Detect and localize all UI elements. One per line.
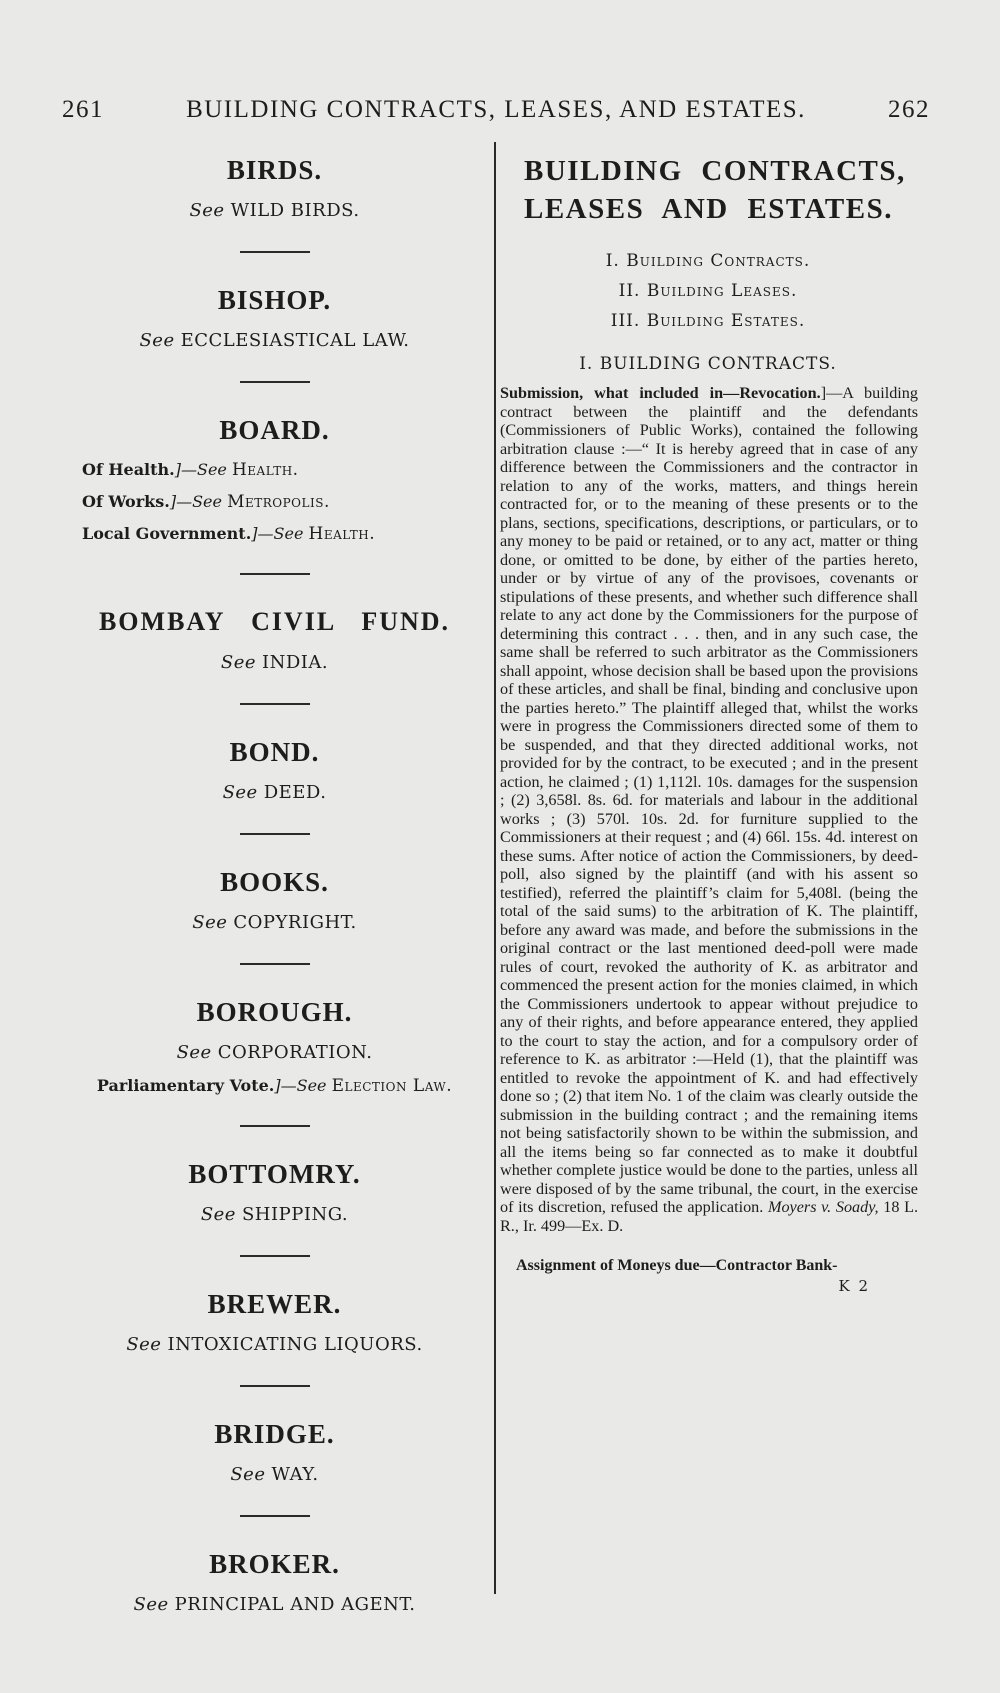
entry-brewer: [72, 1289, 477, 1357]
sub-entry: Of Works.]—See Metropolis.: [82, 492, 330, 512]
cross-reference: See WAY.: [230, 1464, 319, 1485]
entry-broker: [72, 1549, 477, 1617]
entry-rule: [240, 963, 310, 965]
entry-bond: [72, 737, 477, 805]
case-citation: Moyers v. Soady,: [767, 1198, 879, 1216]
column-divider: [494, 142, 496, 1594]
entry-rule: [240, 1385, 310, 1387]
table-of-contents: [498, 246, 918, 336]
cross-reference: See DEED.: [222, 782, 327, 803]
entry-rule: [240, 1125, 310, 1127]
cross-reference: See ECCLESIASTICAL LAW.: [139, 330, 410, 351]
sub-entry: Parliamentary Vote.]—See Election Law.: [96, 1076, 453, 1096]
running-head: [62, 96, 930, 124]
signature-mark: K 2: [838, 1277, 870, 1295]
entry-books: [72, 867, 477, 935]
entry-rule: [240, 1255, 310, 1257]
section-heading: I. BUILDING CONTRACTS.: [579, 354, 837, 374]
toc-item: I. Building Contracts.: [605, 251, 811, 271]
entry-bridge: [72, 1419, 477, 1487]
entry-heading: BOARD.: [219, 415, 330, 445]
right-page-number: 262: [888, 96, 930, 123]
entry-heading: BREWER.: [207, 1289, 342, 1319]
sub-entry: Local Government.]—See Health.: [82, 524, 376, 544]
cross-reference: See INDIA.: [220, 652, 329, 673]
entry-birds: [72, 155, 477, 223]
entry-rule: [240, 381, 310, 383]
cross-reference: See WILD BIRDS.: [189, 200, 360, 221]
article-title: BUILDING CONTRACTS, LEASES AND ESTATES.: [524, 155, 906, 225]
entry-bottomry: [72, 1159, 477, 1227]
entry-heading: BOTTOMRY.: [188, 1159, 361, 1189]
toc-item: III. Building Estates.: [610, 311, 806, 331]
entry-heading: BROKER.: [209, 1549, 340, 1579]
entry-heading: BOROUGH.: [196, 997, 353, 1027]
entry-bishop: [72, 285, 477, 353]
entry-board: [72, 415, 477, 545]
entry-heading: BISHOP.: [217, 285, 332, 315]
entry-heading: BOMBAY CIVIL FUND.: [98, 607, 451, 636]
next-paragraph-heading: Assignment of Moneys due—Contractor Bank-: [516, 1257, 838, 1274]
cross-reference: See INTOXICATING LIQUORS.: [126, 1334, 423, 1355]
left-column: [72, 155, 477, 1617]
entry-borough: [72, 997, 477, 1097]
cross-reference: See PRINCIPAL AND AGENT.: [133, 1594, 416, 1615]
right-column: [498, 152, 918, 1295]
sub-entry: Of Health.]—See Health.: [82, 460, 299, 480]
cross-reference: See COPYRIGHT.: [192, 912, 357, 933]
running-title: BUILDING CONTRACTS, LEASES, AND ESTATES.: [186, 96, 806, 123]
paragraph-heading: Submission, what included in—Revocation.: [500, 384, 821, 402]
entry-heading: BIRDS.: [226, 155, 323, 185]
cross-reference: See SHIPPING.: [200, 1204, 349, 1225]
entry-heading: BOND.: [229, 737, 320, 767]
body-paragraph: Submission, what included in—Revocation.]—A building contract between the plaintiff and the defendants (Commissioners of Public Works), contained the following arbitration clause :—“ It is hereby agreed that in case of any difference between the Commissioners and the contractor in relation to any of the works, matters, and things herein contracted for, or to the meaning of these presents or to the plans, sections, specifications, descriptions, or particulars, or to any money to be paid or retained, or to any act, matter or thing done, or omitted to be done, by either of the parties hereto, under or by virtue of any of the provisoes, covenants or stipulations of these presents, and whether such difference shall relate to any act done by the Commissioners for the purpose of determining this contract . . . then, and in any such case, the same shall be referred to such arbitrator as the Commissioners shall appoint, whose decision shall be based upon the provisions of these articles, and shall be final, binding and conclusive upon the parties hereto.” The plaintiff alleged that, whilst the works were in progress the Commissioners directed some of them to be suspended, and that they directed additional works, not provided for by the contract, to be executed ; and in the present action, he claimed ; (1) 1,112l. 10s. damages for the suspension ; (2) 3,658l. 8s. 6d. for materials and labour in the additional works ; (3) 570l. 10s. 2d. for furniture supplied to the Commissioners at their request ; and (4) 66l. 15s. 4d. interest on these sums. After notice of action the Commissioners, by deed-poll, also signed by the plaintiff (and with his assent so testified), referred the plaintiff’s claim for 5,408l. (being the total of the said sums) to the arbitration of K. The plaintiff, before any award was made, and before the submissions in the original contract or the last mentioned deed-poll were made rules of court, revoked the authority of K. as arbitrator and commenced the present action for the monies claimed, in which the Commissioners undertook to appear without prejudice to any of their rights, and before appearance entered, they applied to the court to stay the action, and for a compulsory order of reference to K. as arbitrator :—Held (1), that the plaintiff was entitled to revoke the appointment of K. and had effectively done so ; (2) that item No. 1 of the claim was clearly outside the submission in the building contract ; and the remaining items not being satisfactorily shown to be within the submission, and all the items being so far connected as to make it doubtful whether complete justice would be done to the parties, unless all were disposed of by the same tribunal, the court, in the exercise of its discretion, refused the application. Moyers v. Soady, 18 L. R., Ir. 499—Ex. D.: [500, 384, 919, 1235]
toc-item: II. Building Leases.: [618, 281, 798, 301]
entry-heading: BOOKS.: [220, 867, 329, 897]
entry-rule: [240, 833, 310, 835]
left-page-number: 261: [62, 96, 104, 123]
entry-rule: [240, 573, 310, 575]
entry-rule: [240, 251, 310, 253]
entry-rule: [240, 703, 310, 705]
entry-heading: BRIDGE.: [214, 1419, 335, 1449]
entry-rule: [240, 1515, 310, 1517]
entry-bombay-civil-fund: [72, 607, 477, 675]
cross-reference: See CORPORATION.: [176, 1042, 373, 1063]
